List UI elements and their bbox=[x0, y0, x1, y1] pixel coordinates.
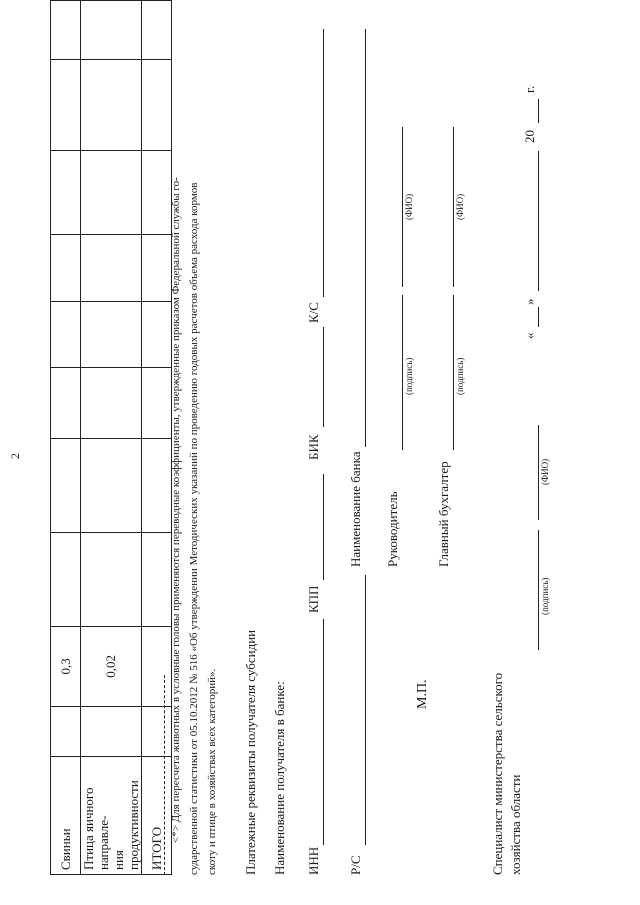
rs-label: Р/С bbox=[348, 855, 363, 875]
accountant-fio-line bbox=[453, 127, 454, 287]
bank-name-label: Наименование банка bbox=[348, 451, 363, 567]
date-quote-close: » bbox=[522, 298, 537, 305]
bik-label: БИК bbox=[306, 434, 321, 460]
table-row bbox=[51, 1, 81, 875]
bank-name-line bbox=[365, 29, 366, 447]
specialist-signature-line bbox=[538, 530, 539, 650]
row-coefficient: 0,02 bbox=[81, 626, 142, 707]
rs-line bbox=[365, 575, 366, 845]
kpp-label: КПП bbox=[306, 585, 321, 613]
head-fio-caption: (ФИО) bbox=[404, 193, 414, 220]
date-month-line bbox=[538, 151, 539, 291]
row-label: Птица яичного направле- ния продуктивности bbox=[81, 757, 142, 875]
head-signature-caption: (подпись) bbox=[404, 357, 414, 395]
ks-label: К/С bbox=[306, 302, 321, 323]
stamp-label: М.П. bbox=[415, 679, 430, 709]
date-year-suffix: г. bbox=[522, 85, 537, 93]
specialist-label-line-1: Специалист министерства сельского bbox=[490, 672, 505, 875]
kpp-line bbox=[323, 474, 324, 580]
row-coefficient: 0,3 bbox=[51, 626, 81, 707]
table-row bbox=[142, 1, 172, 875]
livestock-table bbox=[50, 0, 172, 875]
date-year-prefix: 20 bbox=[522, 130, 537, 143]
page-number: 2 bbox=[8, 453, 22, 459]
specialist-fio-line bbox=[538, 425, 539, 520]
row-label: ИТОГО bbox=[142, 757, 172, 875]
footnote-line-2: сударственной статистики от 05.10.2012 № 516 «Об утверждении Методических указаний по проведению годовых расчетов объема расхода кормов bbox=[188, 182, 200, 875]
footnote-line-3: скоту и птице в хозяйствах всех категорий». bbox=[206, 668, 218, 875]
accountant-signature-line bbox=[453, 295, 454, 450]
ks-line bbox=[323, 29, 324, 297]
table-row bbox=[81, 1, 142, 875]
footnote-separator bbox=[164, 675, 165, 875]
head-signature-line bbox=[402, 295, 403, 450]
footnote-line-1: <*> Для пересчета животных в условные головы применяются переводные коэффициенты, утвержденные приказом Федеральной службы го- bbox=[170, 177, 182, 843]
chief-accountant-label: Главный бухгалтер bbox=[436, 461, 451, 567]
specialist-fio-caption: (ФИО) bbox=[540, 458, 550, 485]
head-fio-line bbox=[402, 127, 403, 287]
inn-label: ИНН bbox=[306, 846, 321, 875]
specialist-signature-caption: (подпись) bbox=[540, 577, 550, 615]
bank-recipient-name-label: Наименование получателя в банке: bbox=[272, 681, 287, 875]
inn-line bbox=[323, 619, 324, 845]
accountant-fio-caption: (ФИО) bbox=[455, 193, 465, 220]
row-coefficient bbox=[142, 626, 172, 707]
date-day-line bbox=[538, 307, 539, 327]
row-label: Свиньи bbox=[51, 757, 81, 875]
date-quote-open: « bbox=[522, 332, 537, 339]
bik-line bbox=[323, 327, 324, 427]
requisites-heading: Платежные реквизиты получателя субсидии bbox=[243, 629, 258, 875]
specialist-label-line-2: хозяйства области bbox=[508, 774, 523, 875]
accountant-signature-caption: (подпись) bbox=[455, 357, 465, 395]
head-label: Руководитель bbox=[385, 491, 400, 567]
date-year-line bbox=[538, 99, 539, 123]
